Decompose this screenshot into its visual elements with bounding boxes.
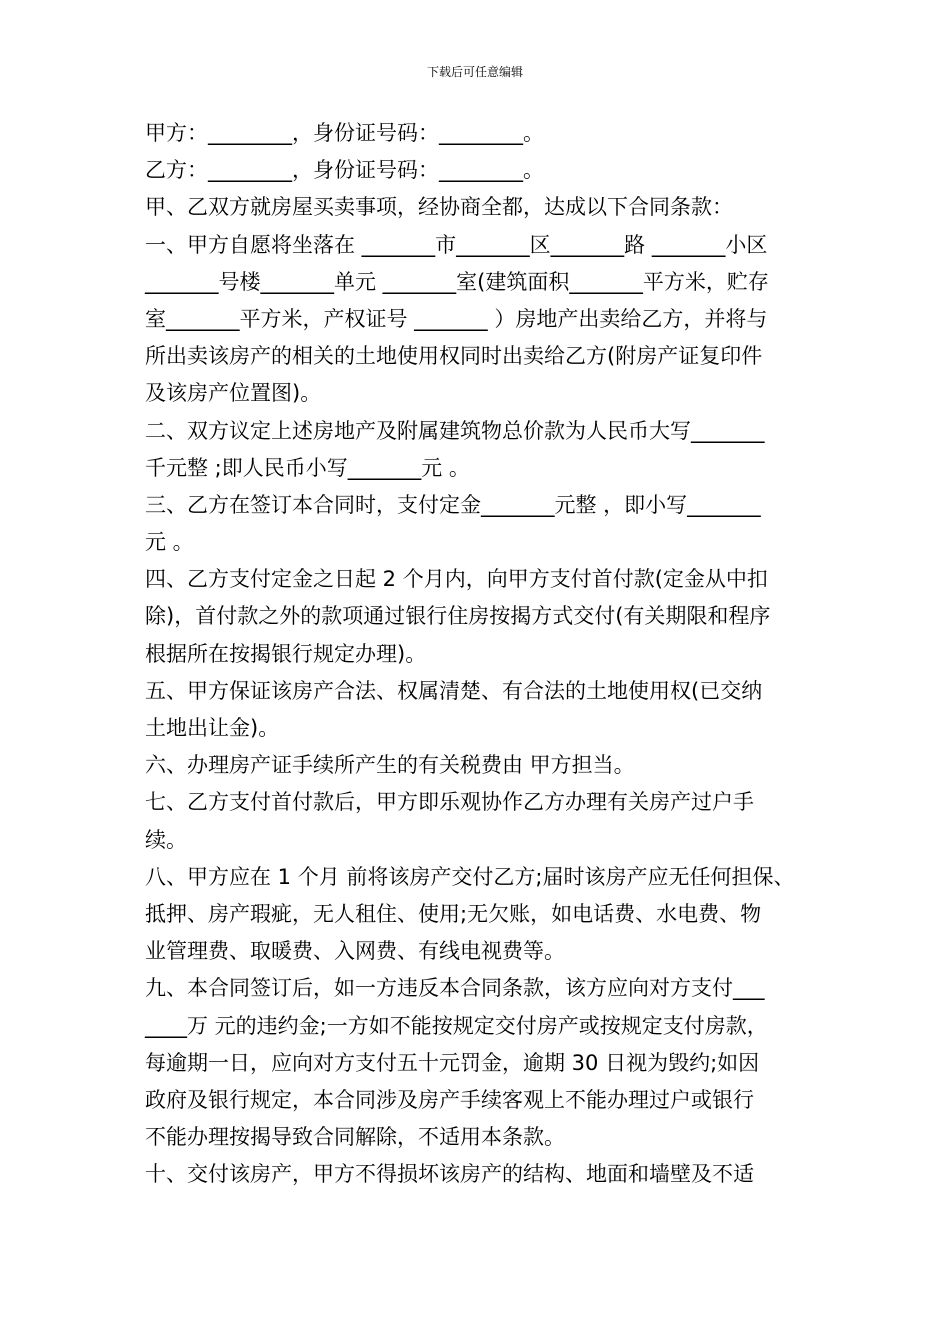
text-line: 五、甲方保证该房产合法、权属清楚、有合法的土地使用权(已交纳 — [145, 678, 763, 703]
text-line: 及该房产位置图)。 — [145, 381, 322, 406]
text-line: 甲方：________，身份证号码：________。 — [145, 121, 544, 145]
text-line: _______号楼_______单元 _______室(建筑面积_______平方米，贮存 — [145, 269, 769, 294]
text-line: 六、办理房产证手续所产生的有关税费由 甲方担当。 — [145, 753, 635, 778]
text-line: 三、乙方在签订本合同时，支付定金_______元整 ，即小写_______ — [145, 492, 761, 517]
text-line: 四、乙方支付定金之日起 2 个月内，向甲方支付首付款(定金从中扣 — [145, 567, 768, 592]
text-line: 根据所在按揭银行规定办理)。 — [145, 641, 427, 666]
text-line: 不能办理按揭导致合同解除，不适用本条款。 — [145, 1125, 565, 1150]
text-line: 除)，首付款之外的款项通过银行住房按揭方式交付(有关期限和程序 — [145, 604, 771, 629]
text-line: 土地出让金)。 — [145, 716, 280, 740]
text-line: 甲、乙双方就房屋买卖事项，经协商全都，达成以下合同条款： — [145, 195, 733, 220]
text-line: ____万 元的违约金;一方如不能按规定交付房产或按规定支付房款， — [145, 1013, 768, 1038]
text-line: 抵押、房产瑕疵，无人租住、使用;无欠账，如电话费、水电费、物 — [145, 901, 762, 926]
text-line: 每逾期一日，应向对方支付五十元罚金，逾期 30 日视为毁约;如因 — [145, 1050, 760, 1075]
contract-body — [145, 115, 810, 1193]
text-line: 续。 — [145, 827, 187, 852]
text-line: 二、双方议定上述房地产及附属建筑物总价款为人民币大写_______ — [145, 418, 765, 443]
page-header: 下载后可任意编辑 — [426, 65, 523, 79]
text-line: 一、甲方自愿将坐落在 _______市_______区_______路 _______小区 — [145, 232, 768, 257]
text-line: 政府及银行规定，本合同涉及房产手续客观上不能办理过户或银行 — [145, 1087, 754, 1112]
text-line: 业管理费、取暖费、入网费、有线电视费等。 — [145, 939, 565, 964]
text-line: 所出卖该房产的相关的土地使用权同时出卖给乙方(附房产证复印件 — [145, 344, 763, 369]
text-line: 乙方：________，身份证号码：________。 — [145, 158, 544, 183]
text-line: 九、本合同签订后，如一方违反本合同条款，该方应向对方支付___ — [145, 976, 765, 1001]
text-line: 七、乙方支付首付款后，甲方即乐观协作乙方办理有关房产过户手 — [145, 790, 754, 815]
text-line: 八、甲方应在 1 个月 前将该房产交付乙方;届时该房产应无任何担保、 — [145, 864, 795, 889]
text-line: 十、交付该房产，甲方不得损坏该房产的结构、地面和墙壁及不适 — [145, 1162, 754, 1187]
text-line: 室_______平方米，产权证号 _______ ）房地产出卖给乙方，并将与 — [145, 306, 768, 331]
text-line: 千元整 ;即人民币小写_______元 。 — [145, 455, 470, 480]
text-line: 元 。 — [145, 530, 194, 555]
